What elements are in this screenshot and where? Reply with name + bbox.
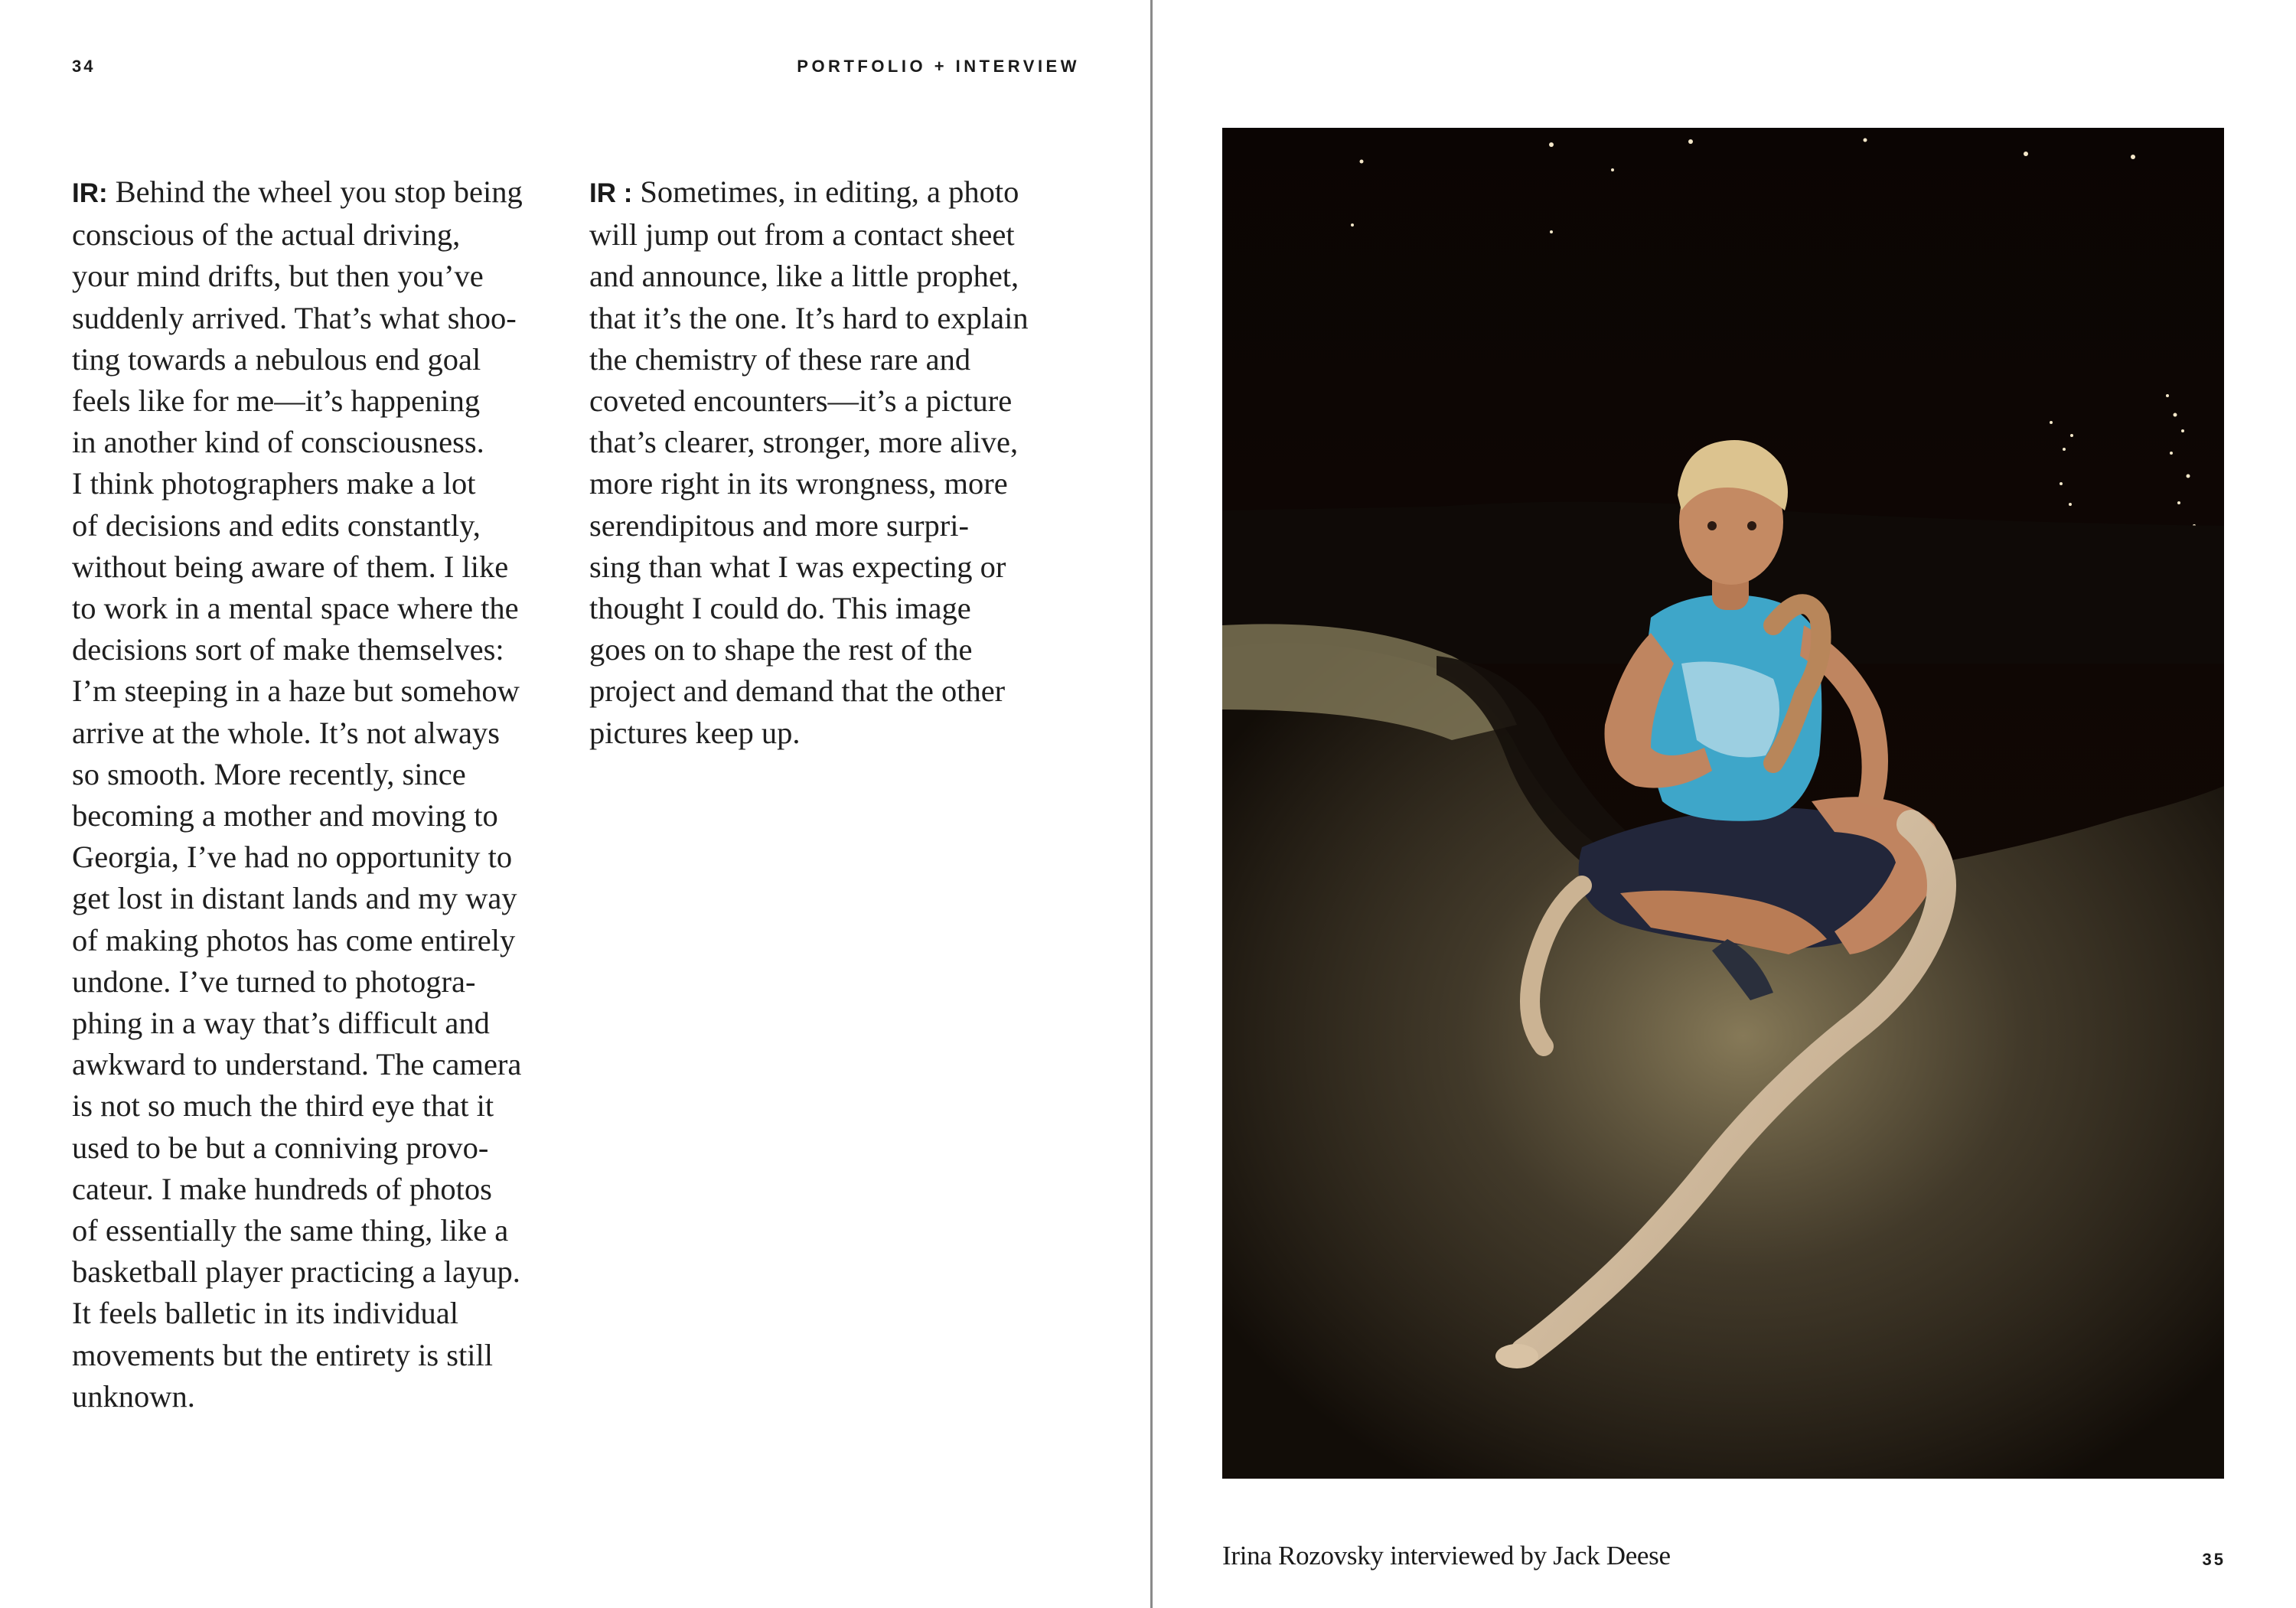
interview-credit: Irina Rozovsky interviewed by Jack Deese	[1222, 1541, 1671, 1570]
text-line-content: Sometimes, in editing, a photo	[640, 174, 1019, 209]
text-line-content: in another kind of consciousness.	[72, 425, 484, 460]
right-page-number: 35	[2202, 1550, 2226, 1569]
text-line	[589, 339, 1079, 380]
text-line-content: conscious of the actual driving,	[72, 217, 461, 253]
photo-illustration	[1222, 128, 2224, 1479]
text-line	[72, 256, 562, 297]
text-line	[589, 505, 1079, 546]
text-line	[589, 546, 1079, 588]
portrait-photo	[1222, 128, 2224, 1479]
text-line	[72, 1127, 562, 1169]
text-line	[72, 837, 562, 878]
text-line	[72, 505, 562, 546]
text-line-content: arrive at the whole. It’s not always	[72, 715, 500, 750]
text-line	[72, 629, 562, 670]
text-line	[72, 588, 562, 629]
text-line	[589, 380, 1079, 422]
text-line-content: cateur. I make hundreds of photos	[72, 1171, 492, 1206]
text-line-content: movements but the entirety is still	[72, 1337, 494, 1372]
text-line-content: goes on to shape the rest of the	[589, 632, 973, 667]
text-line	[72, 1044, 562, 1085]
text-line-content: I think photographers make a lot	[72, 466, 476, 501]
text-line-content: of essentially the same thing, like a	[72, 1213, 509, 1248]
text-line	[72, 1003, 562, 1044]
speaker-initials: IR:	[72, 178, 108, 208]
text-line-content: ting towards a nebulous end goal	[72, 341, 481, 377]
text-line	[72, 380, 562, 422]
text-line-content: that it’s the one. It’s hard to explain	[589, 300, 1029, 335]
text-line	[589, 588, 1079, 629]
text-line-content: It feels balletic in its individual	[72, 1296, 459, 1331]
boy-eye-right	[1747, 521, 1756, 530]
left-page-number: 34	[72, 57, 96, 76]
speaker-initials: IR :	[589, 178, 633, 208]
text-line-content: of making photos has come entirely	[72, 922, 516, 957]
text-line	[72, 754, 562, 795]
text-line	[589, 629, 1079, 670]
text-line	[589, 256, 1079, 297]
text-line	[589, 670, 1079, 712]
text-line	[72, 298, 562, 339]
boy-eye-left	[1707, 521, 1717, 530]
text-line-content: suddenly arrived. That’s what shoo-	[72, 300, 517, 335]
text-line-content: serendipitous and more surpri-	[589, 507, 970, 543]
text-line-content: undone. I’ve turned to photogra-	[72, 964, 476, 999]
text-line-content: and announce, like a little prophet,	[589, 259, 1019, 294]
text-line	[72, 339, 562, 380]
text-line	[72, 713, 562, 754]
text-line	[72, 463, 562, 504]
text-line	[72, 961, 562, 1003]
text-line	[72, 1376, 562, 1417]
text-line	[72, 546, 562, 588]
text-line-content: is not so much the third eye that it	[72, 1088, 494, 1124]
text-line	[72, 1085, 562, 1127]
text-line-content: that’s clearer, stronger, more alive,	[589, 425, 1019, 460]
text-line-content: sing than what I was expecting or	[589, 549, 1006, 584]
text-line-content: unknown.	[72, 1378, 195, 1414]
running-head: PORTFOLIO + INTERVIEW	[797, 57, 1080, 76]
text-line-content: more right in its wrongness, more	[589, 466, 1008, 501]
text-line	[72, 422, 562, 463]
text-line-content: basketball player practicing a layup.	[72, 1254, 520, 1290]
text-line	[72, 171, 562, 214]
snake-head	[1495, 1344, 1538, 1368]
text-line-content: decisions sort of make themselves:	[72, 632, 504, 667]
text-line-content: feels like for me—it’s happening	[72, 383, 481, 419]
text-line	[72, 1251, 562, 1293]
text-line	[72, 1210, 562, 1251]
text-line	[72, 214, 562, 256]
text-line-content: awkward to understand. The camera	[72, 1047, 522, 1082]
text-line	[72, 920, 562, 961]
text-line	[72, 670, 562, 712]
interview-column-2	[589, 171, 1079, 754]
text-line-content: phing in a way that’s difficult and	[72, 1006, 490, 1041]
text-line-content: thought I could do. This image	[589, 591, 971, 626]
text-line-content: the chemistry of these rare and	[589, 341, 971, 377]
text-line-content: Behind the wheel you stop being	[115, 174, 523, 209]
interview-column-1	[72, 171, 562, 1417]
text-line-content: of decisions and edits constantly,	[72, 507, 481, 543]
text-line-content: to work in a mental space where the	[72, 591, 519, 626]
text-line	[589, 298, 1079, 339]
text-line-content: so smooth. More recently, since	[72, 756, 466, 791]
text-line-content: will jump out from a contact sheet	[589, 217, 1015, 253]
text-line	[72, 1335, 562, 1376]
text-line	[72, 1293, 562, 1334]
text-line-content: pictures keep up.	[589, 715, 801, 750]
text-line-content: used to be but a conniving provo-	[72, 1130, 489, 1165]
text-line-content: becoming a mother and moving to	[72, 798, 498, 833]
text-line-content: Georgia, I’ve had no opportunity to	[72, 840, 513, 875]
text-line-content: I’m steeping in a haze but somehow	[72, 674, 520, 709]
text-line	[589, 463, 1079, 504]
text-line-content: your mind drifts, but then you’ve	[72, 259, 484, 294]
text-line	[72, 795, 562, 837]
text-line-content: without being aware of them. I like	[72, 549, 509, 584]
text-line-content: get lost in distant lands and my way	[72, 881, 517, 916]
text-line	[589, 171, 1079, 214]
text-line	[72, 878, 562, 919]
text-line	[589, 713, 1079, 754]
text-line-content: project and demand that the other	[589, 674, 1006, 709]
text-line-content: coveted encounters—it’s a picture	[589, 383, 1013, 419]
text-line	[589, 214, 1079, 256]
text-line	[589, 422, 1079, 463]
text-line	[72, 1169, 562, 1210]
